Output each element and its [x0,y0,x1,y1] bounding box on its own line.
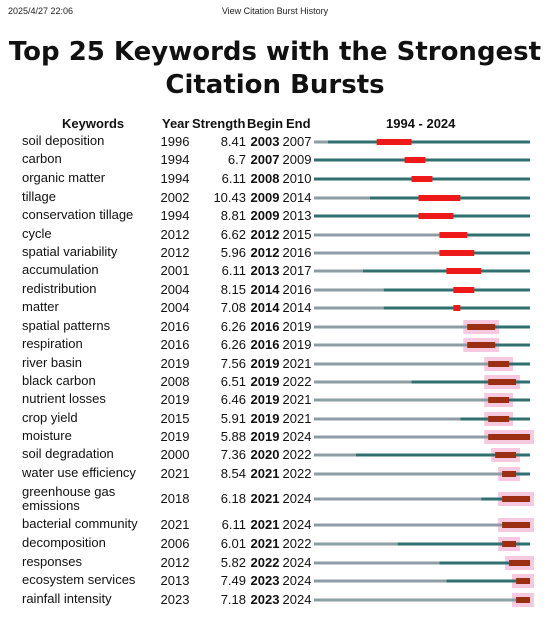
timeline-before-appearance [314,234,439,237]
burst-bar [439,250,474,256]
keyword-label: responses [22,554,82,569]
end-value: 2015 [282,227,312,242]
end-value: 2022 [282,536,312,551]
year-value: 1996 [160,134,190,149]
begin-value: 2014 [250,300,280,315]
year-value: 2019 [160,356,190,371]
burst-bar [467,342,495,348]
end-value: 2024 [282,517,312,532]
burst-bar [419,213,454,219]
year-value: 2019 [160,392,190,407]
begin-value: 2019 [250,374,280,389]
burst-bar [467,324,495,330]
end-value: 2007 [282,134,312,149]
begin-value: 2012 [250,245,280,260]
timeline-before-appearance [314,562,439,565]
timeline-before-appearance [314,289,384,292]
strength-value: 6.11 [221,517,246,532]
keyword-label: respiration [22,336,83,351]
begin-value: 2022 [250,555,280,570]
timeline-before-appearance [314,363,488,366]
strength-value: 7.49 [220,573,246,588]
end-value: 2014 [282,190,312,205]
begin-value: 2021 [250,517,280,532]
year-value: 2019 [160,429,190,444]
begin-value: 2021 [250,466,280,481]
keyword-label: carbon [22,151,62,166]
header-begin: Begin [247,116,284,131]
chart-title-line-2: Citation Bursts [165,70,385,100]
keyword-label: moisture [22,428,72,443]
burst-bar [419,195,461,201]
begin-value: 2019 [250,392,280,407]
year-value: 2016 [160,337,190,352]
year-value: 2013 [160,573,190,588]
end-value: 2024 [282,573,312,588]
keyword-label: ecosystem services [22,572,136,587]
begin-value: 2021 [250,491,280,506]
end-value: 2016 [282,282,312,297]
year-value: 2000 [160,447,190,462]
end-value: 2022 [282,374,312,389]
burst-bar [446,268,481,274]
strength-value: 6.01 [220,536,246,551]
begin-value: 2012 [250,227,280,242]
year-value: 2021 [160,517,190,532]
timeline-before-appearance [314,599,516,602]
strength-value: 6.26 [220,337,246,352]
begin-value: 2019 [250,411,280,426]
end-value: 2019 [282,319,312,334]
strength-value: 6.51 [220,374,246,389]
begin-value: 2019 [250,429,280,444]
burst-bar [516,578,530,584]
year-value: 2012 [160,555,190,570]
timeline-before-appearance [314,326,467,329]
strength-value: 6.18 [220,491,246,506]
burst-bar [488,416,509,422]
timeline-before-appearance [314,307,384,310]
strength-value: 8.41 [220,134,246,149]
timeline-before-appearance [314,418,460,421]
burst-bar [488,397,509,403]
strength-value: 8.81 [220,208,246,223]
year-value: 2001 [160,263,190,278]
header-year: Year [162,116,190,131]
burst-bar [405,157,426,163]
timeline-before-appearance [314,381,412,384]
timeline-present [328,141,530,144]
begin-value: 2016 [250,319,280,334]
end-value: 2014 [282,300,312,315]
header-end: End [286,116,311,131]
begin-value: 2008 [250,171,280,186]
end-value: 2010 [282,171,312,186]
timeline-before-appearance [314,344,467,347]
burst-bar [488,361,509,367]
keyword-label: black carbon [22,373,96,388]
burst-bar [502,541,516,547]
end-value: 2019 [282,337,312,352]
end-value: 2022 [282,447,312,462]
end-value: 2024 [282,555,312,570]
chart-title-line-1: Top 25 Keywords with the Strongest [8,37,542,67]
end-value: 2017 [282,263,312,278]
timeline-before-appearance [314,524,502,527]
end-value: 2021 [282,411,312,426]
begin-value: 2014 [250,282,280,297]
end-value: 2024 [282,592,312,607]
strength-value: 6.11 [221,263,246,278]
strength-value: 7.36 [220,447,246,462]
burst-bar [453,287,474,293]
timeline-before-appearance [314,141,328,144]
burst-bar [502,522,530,528]
year-value: 2023 [160,592,190,607]
keyword-label: nutrient losses [22,391,106,406]
keyword-label: soil deposition [22,133,105,148]
burst-bar [488,434,530,440]
keyword-label: matter [22,299,59,314]
timeline-before-appearance [314,473,502,476]
keyword-label: organic matter [22,170,106,185]
burst-bar [516,597,530,603]
begin-value: 2016 [250,337,280,352]
begin-value: 2020 [250,447,280,462]
strength-value: 6.62 [220,227,246,242]
keyword-label: tillage [22,189,56,204]
keyword-label: crop yield [22,410,78,425]
strength-value: 7.56 [220,356,246,371]
timestamp: 2025/4/27 22:06 [8,6,74,16]
keyword-label: decomposition [22,535,106,550]
end-value: 2016 [282,245,312,260]
strength-value: 5.82 [220,555,246,570]
begin-value: 2023 [250,573,280,588]
keyword-label: accumulation [22,262,99,277]
year-value: 2018 [160,491,190,506]
page-title: View Citation Burst History [221,6,329,16]
timeline-before-appearance [314,543,398,546]
begin-value: 2009 [250,208,280,223]
burst-bar [509,560,530,566]
strength-value: 5.91 [220,411,246,426]
timeline-before-appearance [314,436,488,439]
keyword-label: greenhouse gas emissions [22,484,116,513]
begin-value: 2019 [250,356,280,371]
year-value: 1994 [160,152,190,167]
strength-value: 7.08 [220,300,246,315]
timeline-before-appearance [314,580,446,583]
strength-value: 8.54 [220,466,246,481]
keyword-label: soil degradation [22,446,114,461]
strength-value: 7.18 [220,592,246,607]
begin-value: 2007 [250,152,280,167]
timeline-before-appearance [314,399,488,402]
end-value: 2024 [282,429,312,444]
header-strength: Strength [192,116,246,131]
year-value: 1994 [160,208,190,223]
burst-bar [377,139,412,145]
keyword-label: spatial patterns [22,318,111,333]
header-range: 1994 - 2024 [386,116,456,131]
timeline-before-appearance [314,252,439,255]
year-value: 2015 [160,411,190,426]
year-value: 2008 [160,374,190,389]
year-value: 2021 [160,466,190,481]
begin-value: 2013 [250,263,280,278]
keyword-label: cycle [22,226,52,241]
begin-value: 2003 [250,134,280,149]
timeline-before-appearance [314,270,363,273]
timeline-before-appearance [314,498,481,501]
strength-value: 6.11 [221,171,246,186]
keyword-label: water use efficiency [22,465,136,480]
strength-value: 5.96 [220,245,246,260]
begin-value: 2023 [250,592,280,607]
keyword-label: conservation tillage [22,207,134,222]
year-value: 2016 [160,319,190,334]
year-value: 2002 [160,190,190,205]
strength-value: 5.88 [220,429,246,444]
header-keywords: Keywords [62,116,125,131]
keyword-label: rainfall intensity [22,591,112,606]
year-value: 1994 [160,171,190,186]
strength-value: 6.26 [220,319,246,334]
strength-value: 8.15 [220,282,246,297]
year-value: 2004 [160,282,190,297]
keyword-label: spatial variability [22,244,118,259]
burst-bar [412,176,433,182]
burst-bar [439,232,467,238]
end-value: 2024 [282,491,312,506]
strength-value: 6.46 [220,392,246,407]
end-value: 2022 [282,466,312,481]
keyword-label: river basin [22,355,82,370]
begin-value: 2021 [250,536,280,551]
begin-value: 2009 [250,190,280,205]
year-value: 2012 [160,245,190,260]
year-value: 2006 [160,536,190,551]
burst-bar [488,379,516,385]
burst-bar [502,496,530,502]
strength-value: 10.43 [213,190,246,205]
burst-bar [502,471,516,477]
timeline-before-appearance [314,197,370,200]
end-value: 2021 [282,392,312,407]
end-value: 2009 [282,152,312,167]
keyword-label: bacterial community [22,516,138,531]
end-value: 2013 [282,208,312,223]
strength-value: 6.7 [227,152,246,167]
keyword-label: redistribution [22,281,97,296]
year-value: 2004 [160,300,190,315]
year-value: 2012 [160,227,190,242]
timeline-before-appearance [314,454,356,457]
end-value: 2021 [282,356,312,371]
burst-bar [453,305,460,311]
burst-bar [495,452,516,458]
